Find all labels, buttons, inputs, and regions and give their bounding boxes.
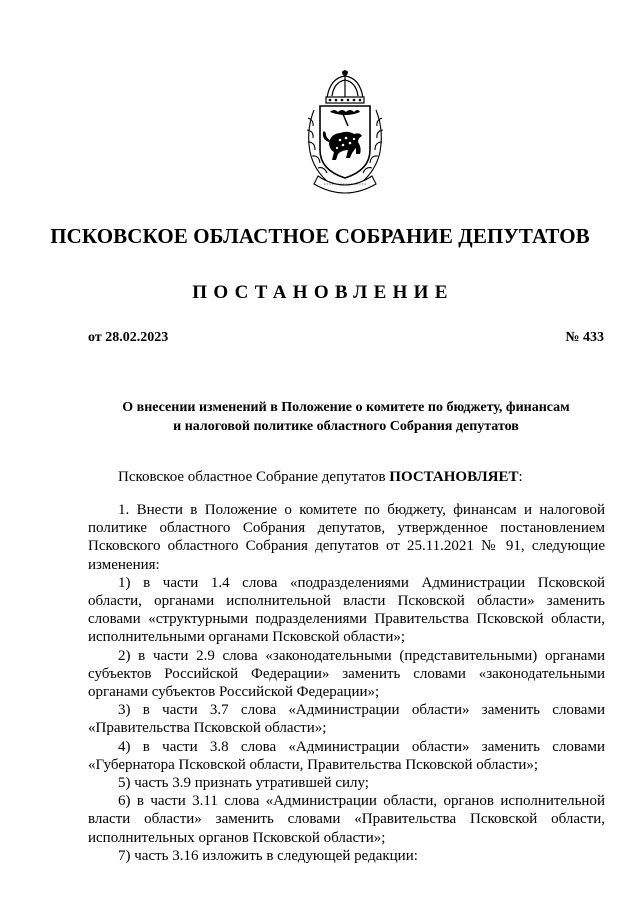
preamble-resolves: ПОСТАНОВЛЯЕТ <box>389 469 519 485</box>
body-line: «Правительства Псковской области»; <box>88 720 327 737</box>
body-line: исполнительных органов Псковской области»; <box>88 829 386 846</box>
body-line: субъектов Российской Федерации» заменить словами «законодательными <box>88 665 605 682</box>
preamble-text: Псковское областное Собрание депутатов <box>118 469 386 485</box>
body-line: 2) в части 2.9 слова «законодательными (представительными) органами <box>118 647 605 664</box>
body-line: области, органами исполнительной власти Псковской области» заменить <box>88 593 605 610</box>
body-line: 7) часть 3.16 изложить в следующей редакции: <box>118 847 418 864</box>
document-date: от 28.02.2023 <box>88 330 169 345</box>
organization-title: ПСКОВСКОЕ ОБЛАСТНОЕ СОБРАНИЕ ДЕПУТАТОВ <box>50 224 590 248</box>
preamble-colon: : <box>518 469 523 485</box>
body-line: 4) в части 3.8 слова «Администрации области» заменить словами <box>118 738 605 755</box>
body-line: словами «структурными подразделениями Правительства Псковской области, <box>88 611 605 628</box>
body-line: политике областного Собрания депутатов, утвержденное постановлением <box>88 520 605 537</box>
body-line: власти области» заменить словами «Правительства Псковской области, <box>88 811 605 828</box>
body-line: органами субъектов Российской Федерации»; <box>88 684 380 701</box>
coat-of-arms-emblem <box>296 70 394 198</box>
body-line: 1) в части 1.4 слова «подразделениями Администрации Псковской <box>118 574 605 591</box>
body-line: Псковского областного Собрания депутатов от 25.11.2021 № 91, следующие <box>88 538 605 555</box>
subject-line: О внесении изменений в Положение о комитете по бюджету, финансам <box>122 400 570 415</box>
document-number: № 433 <box>565 330 604 345</box>
body-line: изменения: <box>88 556 160 573</box>
body-line: 1. Внести в Положение о комитете по бюджету, финансам и налоговой <box>118 502 605 518</box>
body-line: 6) в части 3.11 слова «Администрации области, органов исполнительной <box>118 793 605 810</box>
document-type-heading: ПОСТАНОВЛЕНИЕ <box>192 282 454 303</box>
subject-line: и налоговой политике областного Собрания депутатов <box>173 419 519 434</box>
body-line: 5) часть 3.9 признать утратившей силу; <box>118 775 369 792</box>
preamble <box>118 469 523 486</box>
document-body <box>88 501 605 865</box>
body-line: «Губернатора Псковской области, Правительства Псковской области»; <box>88 756 539 773</box>
body-line: 3) в части 3.7 слова «Администрации области» заменить словами <box>118 702 605 719</box>
document-subject <box>88 398 604 436</box>
body-line: исполнительными органами Псковской области»; <box>88 629 406 646</box>
